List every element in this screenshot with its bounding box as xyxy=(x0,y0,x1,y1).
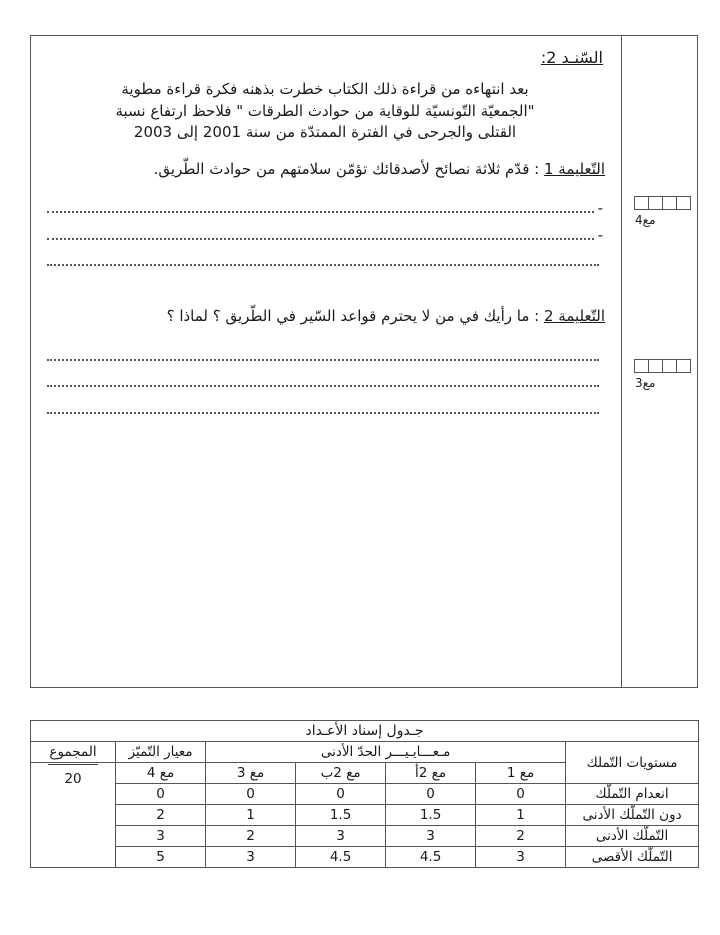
grade-row xyxy=(31,805,699,826)
dotted-rule xyxy=(47,263,599,266)
score-box-cell xyxy=(662,359,677,373)
answer-dash: - xyxy=(597,225,603,244)
score-value: 2 xyxy=(476,826,566,847)
score-value: 0 xyxy=(116,784,206,805)
dotted-rule xyxy=(47,358,599,361)
exercise-box xyxy=(30,35,698,688)
score-boxes xyxy=(635,196,693,210)
instruction-2-text: : ما رأيك في من لا يحترم قواعد السّير في الطّريق ؟ لماذا ؟ xyxy=(166,307,544,325)
score-mark-label: مع4 xyxy=(635,213,656,227)
answers-block-1 xyxy=(47,190,603,270)
criterion-header: مع 2ب xyxy=(296,763,386,784)
instruction-1-text: : قدّم ثلاثة نصائح لأصدقائك تؤمّن سلامتهم من حوادث الطّريق. xyxy=(153,159,544,178)
answer-dash: - xyxy=(597,199,603,217)
level-label: دون التّملّك الأدنى xyxy=(566,805,699,826)
score-value: 1.5 xyxy=(386,805,476,826)
grade-row xyxy=(31,826,699,847)
criterion-header: مع 4 xyxy=(116,763,206,784)
score-value: 0 xyxy=(296,784,386,805)
dotted-rule xyxy=(47,384,599,387)
table-title-row xyxy=(31,721,699,742)
excellence-header: معيار التّميّز xyxy=(116,742,206,763)
answer-line xyxy=(47,337,603,364)
score-value: 0 xyxy=(476,784,566,805)
level-label: انعدام التّملّك xyxy=(566,784,699,805)
instruction-1 xyxy=(45,158,605,180)
levels-header: مستويات التّملك xyxy=(566,742,699,784)
total-cell xyxy=(31,763,116,868)
score-mark-label: مع3 xyxy=(635,376,656,390)
score-value: 5 xyxy=(116,847,206,868)
score-value: 1.5 xyxy=(296,805,386,826)
answer-line xyxy=(47,243,603,270)
criterion-header: مع 2أ xyxy=(386,763,476,784)
grades-table xyxy=(30,720,699,868)
support-paragraph xyxy=(45,79,605,144)
support-line: القتلى والجرحى في الفترة الممتدّة من سنة 2001 إلى 2003 xyxy=(133,123,517,141)
dotted-rule xyxy=(47,237,594,240)
support-heading xyxy=(45,48,603,67)
support-line: "الجمعيّة التّونسيّة للوقاية من حوادث الطرقات " فلاحظ ارتفاع نسبة xyxy=(115,101,535,120)
grade-row xyxy=(31,784,699,805)
table-header-row-1 xyxy=(31,742,699,763)
instruction-2-label: التّعليمة 2 xyxy=(543,307,605,325)
criterion-header: مع 3 xyxy=(206,763,296,784)
grade-row xyxy=(31,847,699,868)
score-box-cell xyxy=(676,196,691,210)
score-value: 4.5 xyxy=(296,847,386,868)
instruction-2 xyxy=(45,305,605,327)
score-value: 3 xyxy=(206,847,296,868)
score-value: 3 xyxy=(386,826,476,847)
answer-line xyxy=(47,390,603,417)
score-value: 4.5 xyxy=(386,847,476,868)
answer-line xyxy=(47,216,603,243)
dotted-rule xyxy=(47,210,594,213)
score-mark-2 xyxy=(635,359,693,390)
score-value: 0 xyxy=(206,784,296,805)
score-box-cell xyxy=(648,196,663,210)
answers-block-2 xyxy=(47,337,603,417)
dotted-rule xyxy=(47,411,599,414)
score-value: 3 xyxy=(296,826,386,847)
min-criteria-header: مـعـــايـيـــر الحدّ الأدنى xyxy=(206,742,566,763)
score-box-cell xyxy=(662,196,677,210)
score-box-cell xyxy=(634,359,649,373)
score-value: 1 xyxy=(476,805,566,826)
score-value: 2 xyxy=(206,826,296,847)
table-title: جـدول إسناد الأعـداد xyxy=(31,721,699,742)
score-box-cell xyxy=(634,196,649,210)
support-line: بعد انتهاءه من قراءة ذلك الكتاب خطرت بذهنه فكرة قراءة مطوية xyxy=(121,80,529,98)
level-label: التّملّك الأدنى xyxy=(566,826,699,847)
score-value: 1 xyxy=(206,805,296,826)
score-mark-1 xyxy=(635,196,693,227)
total-value: 20 xyxy=(64,771,82,787)
total-score-line xyxy=(48,764,98,765)
score-value: 0 xyxy=(386,784,476,805)
score-box-cell xyxy=(676,359,691,373)
instruction-1-label: التّعليمة 1 xyxy=(543,159,605,178)
score-box-cell xyxy=(648,359,663,373)
support-heading-text: السّنـد 2: xyxy=(540,48,603,67)
answer-line xyxy=(47,190,603,217)
exercise-content xyxy=(31,36,621,687)
total-header: المجموع xyxy=(31,742,116,763)
score-value: 3 xyxy=(116,826,206,847)
answer-line xyxy=(47,364,603,391)
score-boxes xyxy=(635,359,693,373)
score-value: 2 xyxy=(116,805,206,826)
margin-marks-column xyxy=(621,36,697,687)
score-value: 3 xyxy=(476,847,566,868)
level-label: التّملّك الأقصى xyxy=(566,847,699,868)
criterion-header: مع 1 xyxy=(476,763,566,784)
